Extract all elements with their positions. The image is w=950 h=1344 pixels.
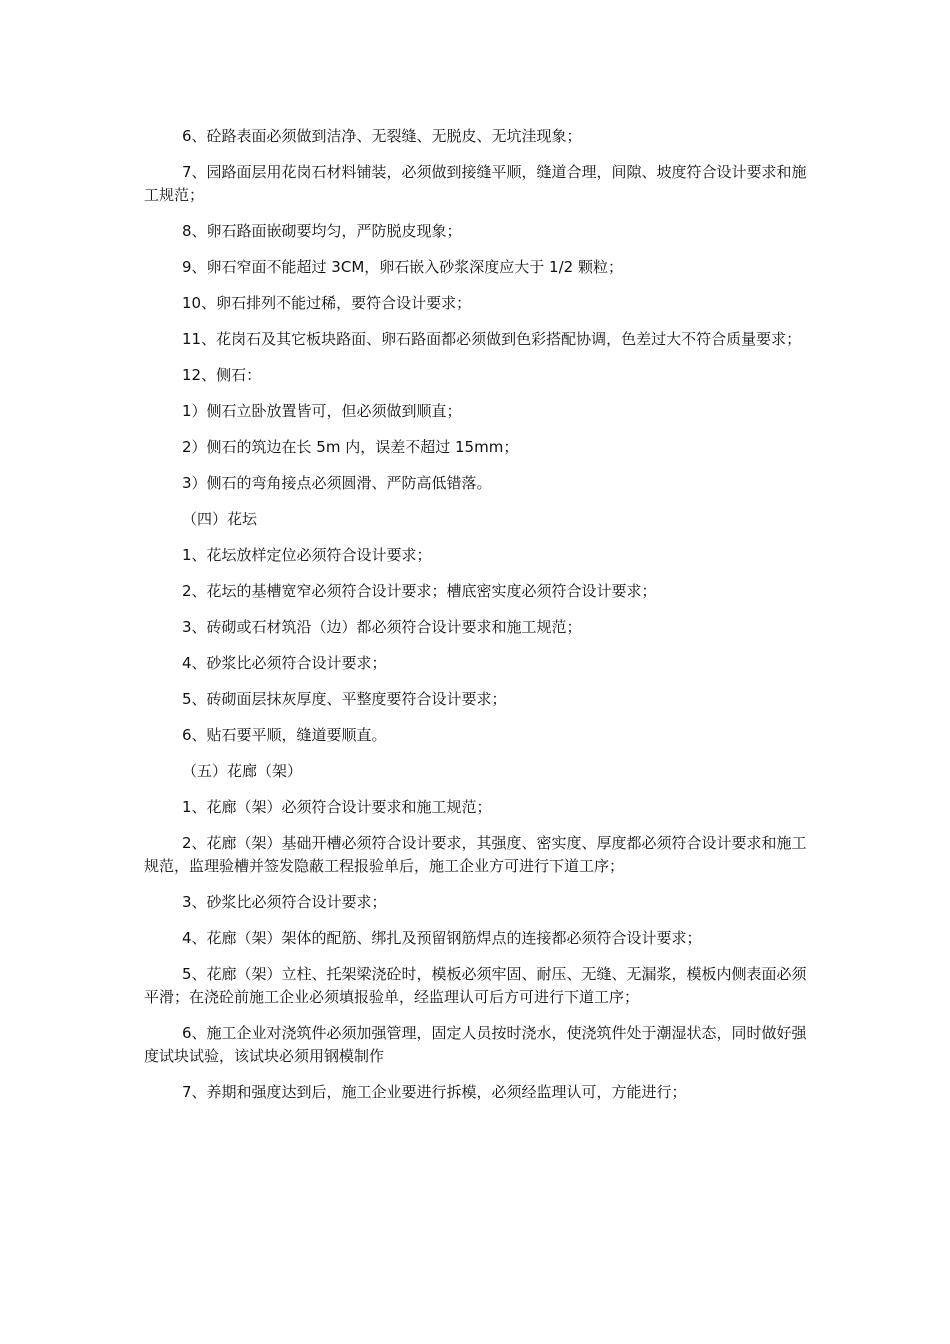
sub-item-3-curb-corner: 3）侧石的弯角接点必须圆滑、严防高低错落。 xyxy=(182,474,492,492)
paragraph-item-10-pebble-spacing: 10、卵石排列不能过稀，要符合设计要求； xyxy=(182,294,472,312)
flower-bed-item-5: 5、砖砌面层抹灰厚度、平整度要符合设计要求； xyxy=(182,690,507,708)
paragraph-item-11-color-matching: 11、花岗石及其它板块路面、卵石路面都必须做到色彩搭配协调，色差过大不符合质量要求； xyxy=(182,330,802,348)
pergola-item-7: 7、养期和强度达到后，施工企业要进行拆模，必须经监理认可，方能进行； xyxy=(182,1083,687,1101)
paragraph-item-6-surface: 6、砼路表面必须做到洁净、无裂缝、无脱皮、无坑洼现象； xyxy=(182,127,582,145)
sub-item-1-curb-placement: 1）侧石立卧放置皆可，但必须做到顺直； xyxy=(182,402,462,420)
flower-bed-item-3: 3、砖砌或石材筑沿（边）都必须符合设计要求和施工规范； xyxy=(182,618,582,636)
sub-item-2-curb-tolerance: 2）侧石的筑边在长 5m 内，误差不超过 15mm； xyxy=(182,438,519,456)
section-heading-flower-bed: （四）花坛 xyxy=(182,510,258,528)
paragraph-item-9-pebble-depth: 9、卵石窄面不能超过 3CM，卵石嵌入砂浆深度应大于 1/2 颗粒； xyxy=(182,258,623,276)
pergola-item-4: 4、花廊（架）架体的配筋、绑扎及预留钢筋焊点的连接都必须符合设计要求； xyxy=(182,929,702,947)
pergola-item-5: 5、花廊（架）立柱、托架梁浇砼时，模板必须牢固、耐压、无缝、无漏浆，模板内侧表面必须平滑；在浇砼前施工企业必须填报验单，经监理认可后方可进行下道工序； xyxy=(144,965,807,1006)
section-heading-pergola: （五）花廊（架） xyxy=(182,762,303,780)
flower-bed-item-2: 2、花坛的基槽宽窄必须符合设计要求；槽底密实度必须符合设计要求； xyxy=(182,582,657,600)
flower-bed-item-6: 6、贴石要平顺，缝道要顺直。 xyxy=(182,726,387,744)
paragraph-item-8-pebble-inlay: 8、卵石路面嵌砌要均匀，严防脱皮现象； xyxy=(182,222,462,240)
document-body xyxy=(144,125,808,1117)
pergola-item-3: 3、砂浆比必须符合设计要求； xyxy=(182,893,387,911)
flower-bed-item-4: 4、砂浆比必须符合设计要求； xyxy=(182,654,387,672)
pergola-item-2: 2、花廊（架）基础开槽必须符合设计要求，其强度、密实度、厚度都必须符合设计要求和施工规范，监理验槽并签发隐蔽工程报验单后，施工企业方可进行下道工序； xyxy=(144,834,807,875)
paragraph-item-7-granite-paving: 7、园路面层用花岗石材料铺装，必须做到接缝平顺，缝道合理，间隙、坡度符合设计要求和施工规范； xyxy=(144,163,807,204)
paragraph-item-12-curbstone: 12、侧石： xyxy=(182,366,262,384)
pergola-item-6: 6、施工企业对浇筑件必须加强管理，固定人员按时浇水，使浇筑件处于潮湿状态，同时做好强度试块试验，该试块必须用钢模制作 xyxy=(144,1024,807,1065)
pergola-item-1: 1、花廊（架）必须符合设计要求和施工规范； xyxy=(182,798,492,816)
flower-bed-item-1: 1、花坛放样定位必须符合设计要求； xyxy=(182,546,432,564)
